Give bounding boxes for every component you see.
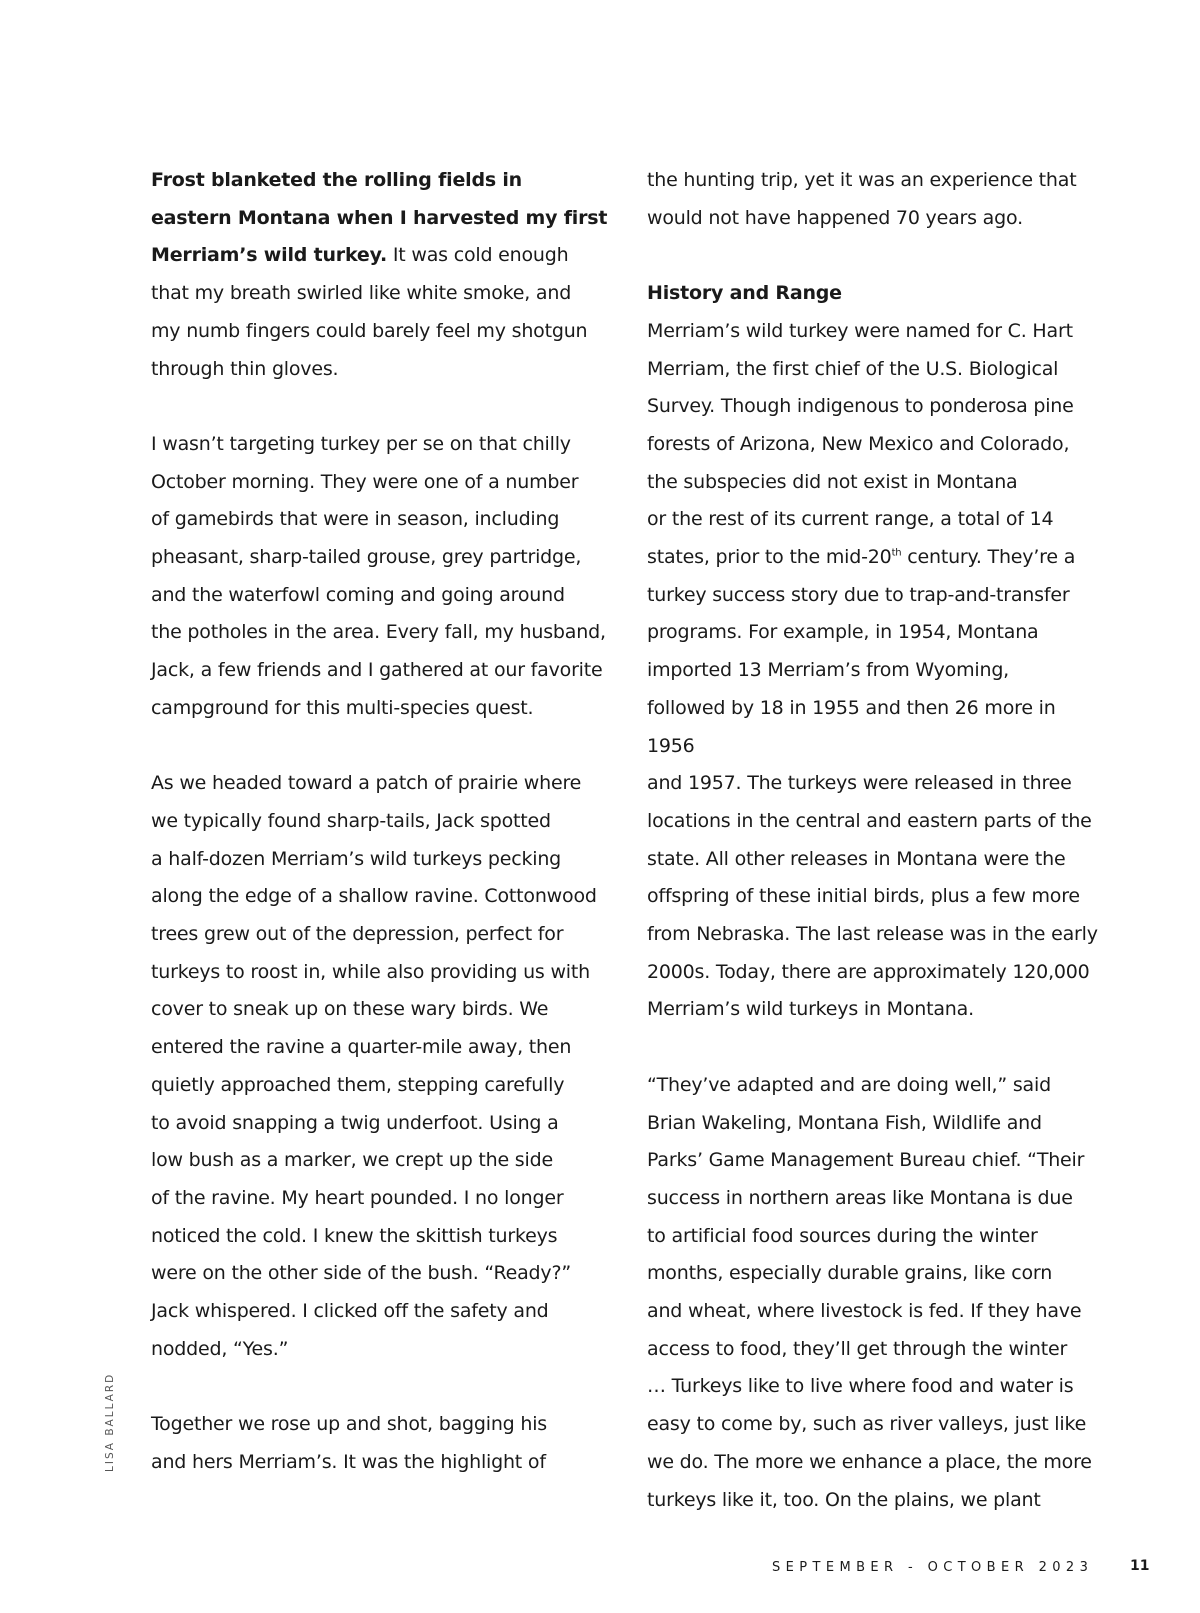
article-paragraph [647, 313, 1107, 1029]
article-left-column [151, 162, 611, 1482]
article-right-column [647, 162, 1107, 1519]
article-paragraph: “They’ve adapted and are doing well,” said Brian Wakeling, Montana Fish, Wildlife and Parks’ Game Management Bureau chief. “Their success in northern areas like Montana is due to artificial food sources during the winter months, especially durable grains, like corn and wheat, where livestock is fed. If they have access to food, they’ll get through the winter … Turkeys like to live where food and water is easy to come by, such as river valleys, just like we do. The more we enhance a place, the more turkeys like it, too. On the plains, we plant [647, 1073, 1092, 1511]
lead-in-text: Frost blanketed the rolling fields in eastern Montana when I harvested my first Merriam’s wild turkey. [151, 169, 608, 267]
article-paragraph-intro [151, 162, 611, 388]
page-number: 11 [1130, 1558, 1150, 1574]
section-heading: History and Range [647, 282, 842, 305]
paragraph-text: Merriam’s wild turkey were named for C. Hart Merriam, the first chief of the U.S. Biological Survey. Though indigenous to ponderosa pine forests of Arizona, New Mexico and Colorado, the subspecies did not exist in Montana or the rest of its current range, a total of 14 states, prior to the mid-20 [647, 319, 1074, 569]
article-paragraph: Together we rose up and shot, bagging his and hers Merriam’s. It was the highlight of [151, 1413, 547, 1473]
photo-credit: LISA BALLARD [104, 1372, 116, 1472]
article-paragraph: I wasn’t targeting turkey per se on that chilly October morning. They were one of a number of gamebirds that were in season, including pheasant, sharp-tailed grouse, grey partridge, and the waterfowl coming and going around the potholes in the area. Every fall, my husband, Jack, a few friends and I gathered at our favorite campground for this multi-species quest. [151, 432, 606, 719]
issue-date: SEPTEMBER - OCTOBER 2023 [772, 1560, 1094, 1575]
ordinal-superscript: th [891, 547, 902, 559]
intro-text: It was cold enough that my breath swirled like white smoke, and my numb fingers could barely feel my shotgun through thin gloves. [151, 244, 588, 380]
article-paragraph: As we headed toward a patch of prairie where we typically found sharp-tails, Jack spotted a half-dozen Merriam’s wild turkeys pecking along the edge of a shallow ravine. Cottonwood trees grew out of the depression, perfect for turkeys to roost in, while also providing us with cover to sneak up on these wary birds. We entered the ravine a quarter-mile away, then quietly approached them, stepping carefully to avoid snapping a twig underfoot. Using a low bush as a marker, we crept up the side of the ravine. My heart pounded. I no longer noticed the cold. I knew the skittish turkeys were on the other side of the bush. “Ready?” Jack whispered. I clicked off the safety and nodded, “Yes.” [151, 772, 597, 1360]
article-paragraph: the hunting trip, yet it was an experience that would not have happened 70 years ago. [647, 169, 1077, 229]
paragraph-text: century. They’re a turkey success story due to trap-and-transfer programs. For example, in 1954, Montana imported 13 Merriam’s from Wyoming, followed by 18 in 1955 and then 26 more in 1956 and 1957. The turkeys were released in three locations in the central and eastern parts of the state. All other releases in Montana were the offspring of these initial birds, plus a few more from Nebraska. The last release was in the early 2000s. Today, there are approximately 120,000 Merriam’s wild turkeys in Montana. [647, 546, 1098, 1021]
